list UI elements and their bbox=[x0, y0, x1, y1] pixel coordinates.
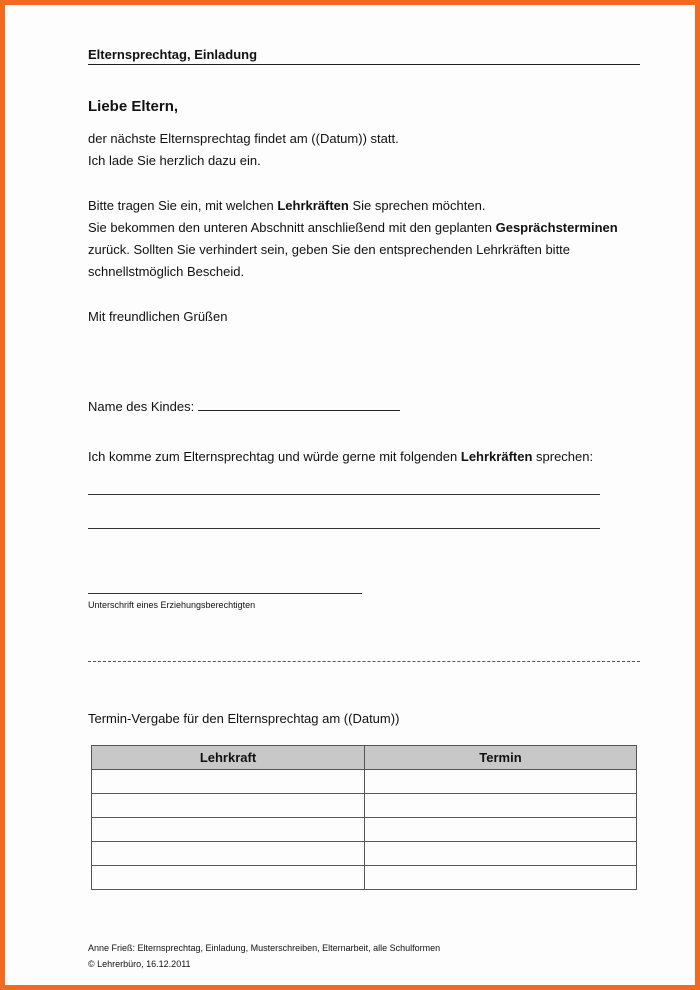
table-header-row bbox=[92, 746, 637, 770]
teacher-request bbox=[88, 446, 593, 468]
child-name-field[interactable] bbox=[198, 396, 400, 411]
column-header-appointment: Termin bbox=[365, 746, 637, 770]
intro-paragraph bbox=[88, 128, 399, 172]
text: sprechen: bbox=[532, 449, 594, 464]
instructions-line-1 bbox=[88, 195, 618, 217]
appointment-cell[interactable] bbox=[365, 842, 637, 866]
teacher-cell[interactable] bbox=[92, 866, 365, 890]
appointment-table bbox=[91, 745, 637, 890]
teacher-cell[interactable] bbox=[92, 770, 365, 794]
teacher-cell[interactable] bbox=[92, 818, 365, 842]
text: Bitte tragen Sie ein, mit welchen bbox=[88, 198, 278, 213]
salutation: Liebe Eltern, bbox=[88, 98, 179, 115]
cut-line bbox=[88, 661, 640, 662]
emphasis: Lehrkräften bbox=[460, 449, 533, 464]
emphasis: Lehrkräften bbox=[277, 198, 349, 213]
table-row bbox=[92, 866, 637, 890]
child-name-row bbox=[88, 396, 400, 418]
appointment-title: Termin-Vergabe für den Elternsprechtag am ((Datum)) bbox=[88, 711, 400, 726]
instructions-line-3: zurück. Sollten Sie verhindert sein, geben Sie den entsprechenden Lehrkräften bitte bbox=[88, 242, 571, 257]
appointment-cell[interactable] bbox=[365, 794, 637, 818]
text: Ich komme zum Elternsprechtag und würde gerne mit folgenden bbox=[88, 449, 461, 464]
text: Sie sprechen möchten. bbox=[348, 198, 486, 213]
teacher-cell[interactable] bbox=[92, 842, 365, 866]
instructions-paragraph bbox=[88, 195, 618, 283]
instructions-line-2 bbox=[88, 217, 618, 239]
column-header-teacher: Lehrkraft bbox=[92, 746, 365, 770]
header-rule bbox=[88, 64, 640, 65]
teacher-cell[interactable] bbox=[92, 794, 365, 818]
table-row bbox=[92, 770, 637, 794]
signature-line[interactable] bbox=[88, 593, 362, 594]
text: Sie bekommen den unteren Abschnitt anschließend mit den geplanten bbox=[88, 220, 496, 235]
table-row bbox=[92, 818, 637, 842]
teacher-entry-line-1[interactable] bbox=[88, 494, 600, 495]
instructions-line-4: schnellstmöglich Bescheid. bbox=[88, 264, 245, 279]
appointment-rows bbox=[92, 770, 637, 890]
intro-line-2: Ich lade Sie herzlich dazu ein. bbox=[88, 153, 261, 168]
table-row bbox=[92, 794, 637, 818]
table-row bbox=[92, 842, 637, 866]
appointment-cell[interactable] bbox=[365, 818, 637, 842]
intro-line-1: der nächste Elternsprechtag findet am ((Datum)) statt. bbox=[88, 131, 399, 146]
emphasis: Gesprächsterminen bbox=[495, 220, 618, 235]
document-header-title: Elternsprechtag, Einladung bbox=[88, 47, 258, 62]
footer-line-2: © Lehrerbüro, 16.12.2011 bbox=[88, 959, 191, 969]
appointment-cell[interactable] bbox=[365, 770, 637, 794]
teacher-entry-line-2[interactable] bbox=[88, 528, 600, 529]
child-name-label: Name des Kindes: bbox=[88, 399, 195, 414]
footer-line-1: Anne Frieß: Elternsprechtag, Einladung, Musterschreiben, Elternarbeit, alle Schulformen bbox=[88, 943, 441, 953]
closing: Mit freundlichen Grüßen bbox=[88, 309, 228, 324]
appointment-cell[interactable] bbox=[365, 866, 637, 890]
signature-caption: Unterschrift eines Erziehungsberechtigten bbox=[88, 600, 256, 610]
